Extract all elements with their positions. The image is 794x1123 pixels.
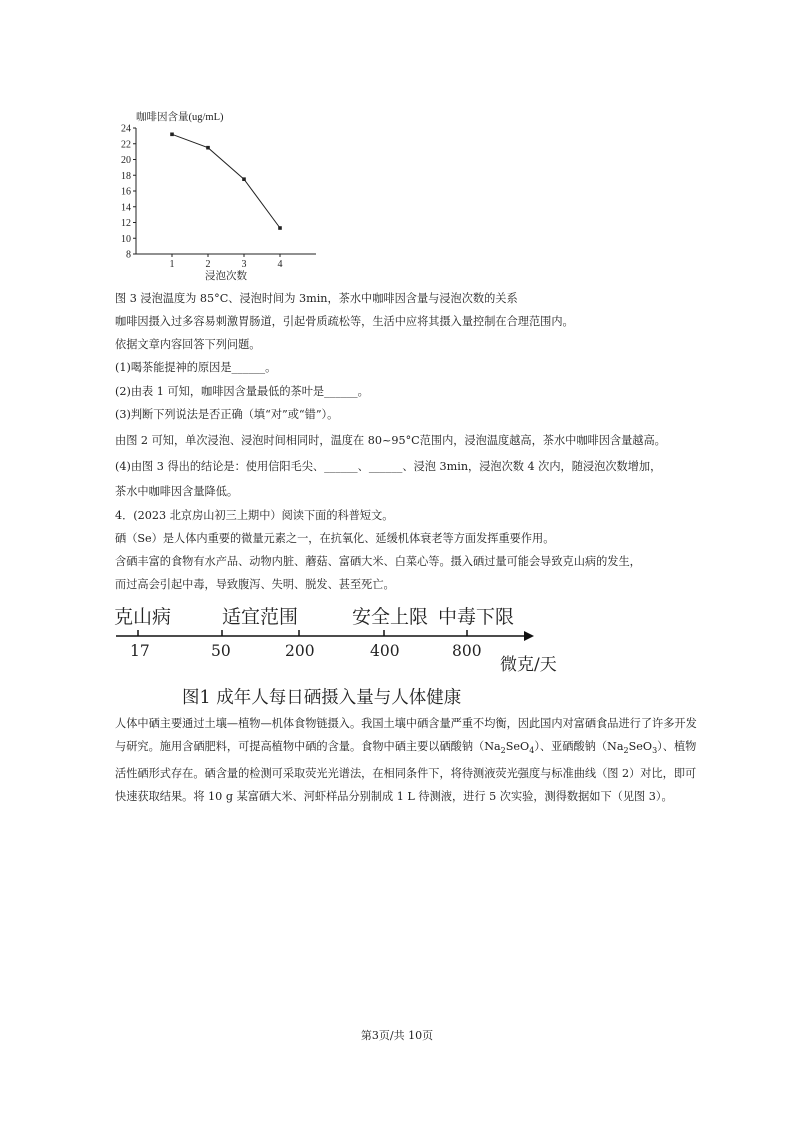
scale-number: 400 bbox=[370, 642, 400, 660]
paragraph: 依据文章内容回答下列问题。 bbox=[115, 338, 261, 351]
scale-number: 50 bbox=[211, 642, 231, 660]
fig3-caption: 图 3 浸泡温度为 85°C、浸泡时间为 3min，茶水中咖啡因含量与浸泡次数的关系 bbox=[115, 292, 518, 305]
y-tick-label: 24 bbox=[121, 123, 131, 135]
y-tick-label: 12 bbox=[121, 218, 131, 229]
scale-number: 800 bbox=[452, 642, 482, 660]
y-tick-label: 16 bbox=[121, 186, 131, 198]
y-tick-label: 14 bbox=[121, 202, 131, 214]
scale-label: 安全上限 bbox=[352, 606, 429, 628]
fig1-caption: 图1 成年人每日硒摄入量与人体健康 bbox=[182, 688, 462, 708]
fig1-selenium-scale bbox=[112, 598, 557, 710]
question-3-statement: 由图 2 可知，单次浸泡、浸泡时间相同时，温度在 80~95°C范围内，浸泡温度越高，茶水中咖啡因含量越高。 bbox=[115, 434, 666, 447]
scale-label: 克山病 bbox=[114, 606, 172, 628]
scale-label: 中毒下限 bbox=[438, 606, 515, 628]
y-tick-label: 8 bbox=[126, 249, 131, 261]
se-foods-line2: 而过高会引起中毒，导致腹泻、失明、脱发、甚至死亡。 bbox=[115, 578, 395, 591]
se-foods-line1: 含硒丰富的食物有水产品、动物内脏、蘑菇、富硒大米、白菜心等。摄入硒过量可能会导致克山病的发生， bbox=[115, 555, 641, 568]
x-tick-label: 3 bbox=[241, 259, 247, 270]
se-intro: 硒（Se）是人体内重要的微量元素之一，在抗氧化、延缓机体衰老等方面发挥重要作用。 bbox=[115, 532, 555, 545]
selenium-paragraph: 人体中硒主要通过土壤—植物—机体食物链摄入。我国土壤中硒含量严重不均衡，因此国内对富硒食品进行了许多开发与研究。施用含硒肥料，可提高植物中硒的含量。食物中硒主要以硒酸钠$(Na_2SeO_4)$、亚硒酸钠$(Na_2SeO_3)$、植物活性硒形式存在。硒含量的检测可采取荧光光谱法，在相同条件下，将待测液荧光强度与标准曲线（图 2）对比，即可快速获取结果。将 10 g 某富硒大米、河虾样品分别制成 1 L 待测液，进行 5 次实验，测得数据如下（见图 3）。 bbox=[115, 717, 697, 804]
data-point bbox=[206, 146, 210, 150]
scale-label: 适宜范围 bbox=[222, 606, 299, 628]
data-point bbox=[242, 177, 246, 181]
series-line bbox=[172, 134, 280, 228]
chart-svg bbox=[112, 108, 332, 283]
x-tick-label: 4 bbox=[277, 259, 283, 270]
question-3: (3)判断下列说法是否正确（填“对”或“错”）。 bbox=[115, 408, 339, 421]
x-axis-label: 浸泡次数 bbox=[205, 271, 247, 282]
question-1: (1)喝茶能提神的原因是______。 bbox=[115, 361, 277, 374]
scale-axis-arrow bbox=[112, 620, 552, 670]
scale-unit: 微克/天 bbox=[500, 655, 557, 675]
caffeine-line-chart bbox=[112, 108, 332, 283]
problem-4-header: 4．(2023 北京房山初三上期中）阅读下面的科普短文。 bbox=[115, 509, 394, 522]
x-tick-label: 2 bbox=[205, 259, 211, 270]
y-tick-label: 10 bbox=[121, 233, 131, 245]
page-footer: 第3页/共 10页 bbox=[360, 1029, 434, 1042]
x-tick-label: 1 bbox=[169, 259, 175, 270]
data-point bbox=[278, 226, 282, 230]
y-tick-label: 22 bbox=[121, 139, 131, 151]
question-2: (2)由表 1 可知，咖啡因含量最低的茶叶是______。 bbox=[115, 385, 369, 398]
data-point bbox=[170, 133, 174, 137]
question-4-line1: (4)由图 3 得出的结论是：使用信阳毛尖、______、______、浸泡 3min，浸泡次数 4 次内，随浸泡次数增加， bbox=[115, 460, 662, 473]
y-tick-label: 20 bbox=[121, 155, 131, 166]
scale-number: 200 bbox=[285, 642, 315, 660]
y-axis-label: 咖啡因含量(ug/mL) bbox=[136, 112, 224, 123]
question-4-line2: 茶水中咖啡因含量降低。 bbox=[115, 485, 239, 498]
y-tick-label: 18 bbox=[121, 170, 131, 182]
paragraph: 咖啡因摄入过多容易刺激胃肠道，引起骨质疏松等，生活中应将其摄入量控制在合理范围内。 bbox=[115, 315, 574, 328]
scale-number: 17 bbox=[130, 642, 150, 660]
